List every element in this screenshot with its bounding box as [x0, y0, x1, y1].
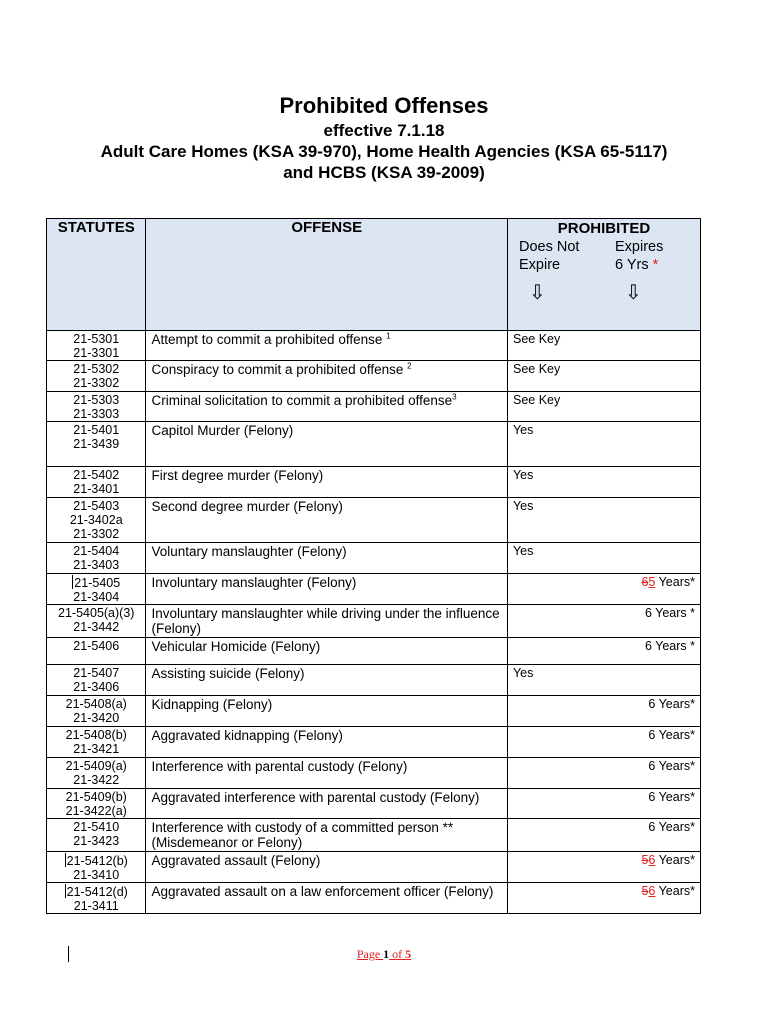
expires-cell: 56 Years*	[507, 852, 700, 883]
down-arrow-icon: ⇩	[528, 282, 546, 304]
table-row	[47, 467, 701, 498]
statute-cell: 21-5408(b) 21-3421	[47, 727, 146, 758]
offense-cell: First degree murder (Felony)	[146, 467, 508, 498]
expires-cell: 6 Years*	[507, 727, 700, 758]
statute-cell: 21-5303 21-3303	[47, 392, 146, 422]
document-header	[0, 92, 768, 183]
statute-cell: 21-5408(a) 21-3420	[47, 696, 146, 727]
revision-bar	[65, 884, 66, 898]
does-not-expire-line2: Expire	[518, 257, 561, 273]
statute-cell: 21-5406	[47, 638, 146, 665]
table-header-row	[47, 219, 701, 331]
expires-cell: 6 Years *	[507, 638, 700, 665]
column-header-prohibited	[507, 219, 700, 331]
statute-cell: 21-5412(d) 21-3411	[47, 883, 146, 914]
expires-cell: 6 Years*	[507, 819, 700, 852]
prohibited-cell: See Key	[507, 331, 700, 361]
offense-cell: Involuntary manslaughter while driving under the influence (Felony)	[146, 605, 508, 638]
offense-cell: Attempt to commit a prohibited offense $^1$	[146, 331, 508, 361]
table-row	[47, 574, 701, 605]
offenses-table	[46, 218, 701, 914]
table-row	[47, 789, 701, 819]
expires-cell: 56 Years*	[507, 883, 700, 914]
offense-cell: Aggravated assault on a law enforcement officer (Felony)	[146, 883, 508, 914]
asterisk-note: *	[652, 257, 659, 273]
table-row	[47, 331, 701, 361]
page-footer	[0, 947, 768, 962]
page-number: 1	[383, 947, 390, 961]
offense-cell: Second degree murder (Felony)	[146, 498, 508, 543]
expires-line1: Expires	[614, 239, 664, 255]
statute-cell: 21-5407 21-3406	[47, 665, 146, 696]
statute-cell: 21-5410 21-3423	[47, 819, 146, 852]
offense-cell: Kidnapping (Felony)	[146, 696, 508, 727]
expires-cell: 65 Years*	[507, 574, 700, 605]
table-row	[47, 727, 701, 758]
offense-cell: Aggravated kidnapping (Felony)	[146, 727, 508, 758]
prohibited-cell: See Key	[507, 392, 700, 422]
statute-cell: 21-5403 21-3402a 21-3302	[47, 498, 146, 543]
statute-cell: 21-5409(a) 21-3422	[47, 758, 146, 789]
prohibited-cell: See Key	[507, 361, 700, 392]
statute-cell: 21-5412(b) 21-3410	[47, 852, 146, 883]
statute-cell: 21-5302 21-3302	[47, 361, 146, 392]
table-row	[47, 392, 701, 422]
offense-cell: Vehicular Homicide (Felony)	[146, 638, 508, 665]
expires-line2	[615, 256, 695, 274]
table-row	[47, 696, 701, 727]
document-title: Prohibited Offenses	[279, 93, 489, 118]
expires-cell: 6 Years*	[507, 696, 700, 727]
statute-cell: 21-5405(a)(3) 21-3442	[47, 605, 146, 638]
statute-cell: 21-5401 21-3439	[47, 422, 146, 467]
table-row	[47, 498, 701, 543]
table-row	[47, 852, 701, 883]
down-arrow-icon: ⇩	[624, 282, 642, 304]
table-row	[47, 819, 701, 852]
statute-cell: 21-5301 21-3301	[47, 331, 146, 361]
does-not-expire-header	[519, 238, 615, 304]
offense-cell: Aggravated assault (Felony)	[146, 852, 508, 883]
table-row	[47, 758, 701, 789]
expires-cell: 6 Years *	[507, 605, 700, 638]
subtitle-line-1: Adult Care Homes (KSA 39-970), Home Health Agencies (KSA 65-5117)	[100, 142, 668, 161]
offense-cell: Interference with custody of a committed person ** (Misdemeanor or Felony)	[146, 819, 508, 852]
prohibited-cell: Yes	[507, 498, 700, 543]
prohibited-cell: Yes	[507, 422, 700, 467]
statute-cell: 21-5404 21-3403	[47, 543, 146, 574]
revision-bar	[65, 853, 66, 867]
prohibited-cell: Yes	[507, 543, 700, 574]
expires-6yrs: 6 Yrs	[614, 257, 649, 273]
does-not-expire-line1: Does Not	[518, 239, 580, 255]
prohibited-cell: Yes	[507, 665, 700, 696]
statute-cell: 21-5409(b) 21-3422(a)	[47, 789, 146, 819]
column-header-offense: OFFENSE	[146, 219, 508, 331]
offense-cell: Voluntary manslaughter (Felony)	[146, 543, 508, 574]
table-row	[47, 543, 701, 574]
expires-cell: 6 Years*	[507, 758, 700, 789]
offense-cell: Assisting suicide (Felony)	[146, 665, 508, 696]
expires-header	[615, 238, 695, 304]
offense-cell: Interference with parental custody (Felony)	[146, 758, 508, 789]
expires-cell: 6 Years*	[507, 789, 700, 819]
page-label: Page	[356, 947, 384, 961]
table-row	[47, 883, 701, 914]
column-header-statutes: STATUTES	[47, 219, 146, 331]
effective-date: effective 7.1.18	[323, 121, 445, 140]
prohibited-cell: Yes	[507, 467, 700, 498]
subtitle-line-2: and HCBS (KSA 39-2009)	[283, 163, 485, 182]
table-row	[47, 361, 701, 392]
table-row	[47, 605, 701, 638]
page-total: 5	[405, 947, 412, 961]
table-row	[47, 665, 701, 696]
table-row	[47, 638, 701, 665]
of-label: of	[389, 947, 406, 961]
statute-cell: 21-5402 21-3401	[47, 467, 146, 498]
table-row	[47, 422, 701, 467]
offense-cell: Conspiracy to commit a prohibited offense $^2$	[146, 361, 508, 392]
offense-cell: Involuntary manslaughter (Felony)	[146, 574, 508, 605]
offense-cell: Capitol Murder (Felony)	[146, 422, 508, 467]
statute-cell: 21-5405 21-3404	[47, 574, 146, 605]
offense-cell: Criminal solicitation to commit a prohibited offense$^3$	[146, 392, 508, 422]
prohibited-title: PROHIBITED	[557, 220, 651, 237]
offense-cell: Aggravated interference with parental custody (Felony)	[146, 789, 508, 819]
